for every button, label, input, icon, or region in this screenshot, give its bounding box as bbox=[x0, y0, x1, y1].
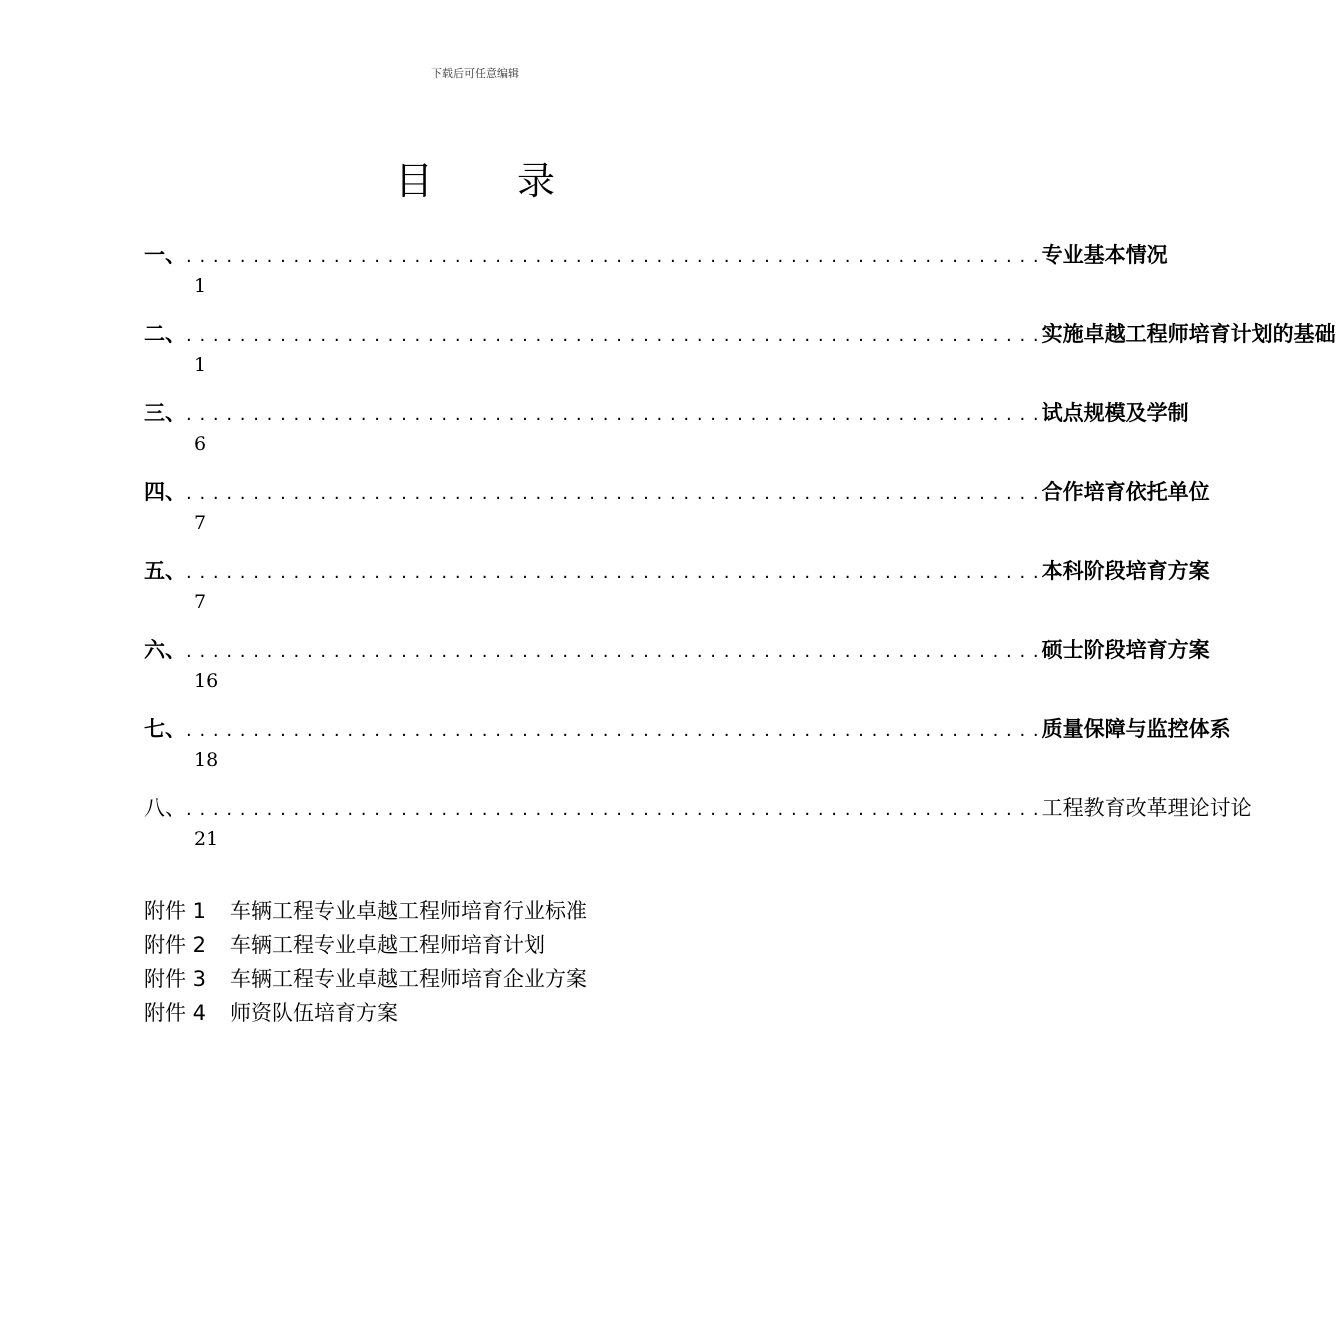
toc-entry[interactable] bbox=[144, 632, 1210, 711]
toc-page-number: 7 bbox=[194, 512, 207, 534]
toc-page-number: 1 bbox=[194, 354, 207, 376]
toc-leader-dots: . . . . . . . . . . . . . . . . . . . . . . . . . . . . . . . . . . . . . . . . . . . . . . . . . . . . . . . . . . . . . . . . bbox=[186, 245, 1040, 267]
toc-number: 七、 bbox=[144, 717, 186, 741]
toc-number: 三、 bbox=[144, 401, 186, 425]
toc-title: 合作培育依托单位 bbox=[1041, 480, 1210, 504]
toc-title: 专业基本情况 bbox=[1041, 243, 1168, 267]
attachment-label: 附件 3 bbox=[144, 967, 207, 991]
toc-page-number: 6 bbox=[194, 433, 207, 455]
toc-page-number: 21 bbox=[194, 828, 219, 850]
toc-number: 二、 bbox=[144, 322, 186, 346]
attachment-item[interactable] bbox=[144, 927, 587, 961]
toc-entry[interactable] bbox=[144, 474, 1210, 553]
toc-number: 六、 bbox=[144, 638, 186, 662]
toc-number: 五、 bbox=[144, 559, 186, 583]
attachment-title: 车辆工程专业卓越工程师培育企业方案 bbox=[230, 967, 587, 991]
toc-entry[interactable] bbox=[144, 237, 1168, 316]
page-header: 下载后可任意编辑 bbox=[431, 67, 519, 80]
table-of-contents bbox=[144, 237, 1336, 869]
toc-entry[interactable] bbox=[144, 553, 1210, 632]
toc-leader-dots: . . . . . . . . . . . . . . . . . . . . . . . . . . . . . . . . . . . . . . . . . . . . . . . . . . . . . . . . . . . . . . . . bbox=[186, 403, 1040, 425]
attachment-label: 附件 4 bbox=[144, 1001, 207, 1025]
toc-number: 八、 bbox=[144, 796, 186, 820]
toc-page-number: 16 bbox=[194, 670, 219, 692]
toc-leader-dots: . . . . . . . . . . . . . . . . . . . . . . . . . . . . . . . . . . . . . . . . . . . . . . . . . . . . . . . . . . . . . . . . bbox=[186, 719, 1040, 741]
attachment-label: 附件 2 bbox=[144, 933, 207, 957]
attachments-list bbox=[144, 893, 587, 1029]
attachment-title: 师资队伍培育方案 bbox=[230, 1001, 398, 1025]
toc-leader-dots: . . . . . . . . . . . . . . . . . . . . . . . . . . . . . . . . . . . . . . . . . . . . . . . . . . . . . . . . . . . . . . . . bbox=[186, 324, 1040, 346]
toc-number: 四、 bbox=[144, 480, 186, 504]
toc-title: 实施卓越工程师培育计划的基础 bbox=[1041, 322, 1336, 346]
toc-title: 试点规模及学制 bbox=[1041, 401, 1189, 425]
toc-title: 质量保障与监控体系 bbox=[1041, 717, 1231, 741]
toc-number: 一、 bbox=[144, 243, 186, 267]
attachment-item[interactable] bbox=[144, 893, 587, 927]
toc-page-number: 1 bbox=[194, 275, 207, 297]
toc-entry[interactable] bbox=[144, 395, 1189, 474]
toc-leader-dots: . . . . . . . . . . . . . . . . . . . . . . . . . . . . . . . . . . . . . . . . . . . . . . . . . . . . . . . . . . . . . . . . bbox=[186, 482, 1040, 504]
toc-page-number: 7 bbox=[194, 591, 207, 613]
attachment-item[interactable] bbox=[144, 961, 587, 995]
toc-title: 本科阶段培育方案 bbox=[1041, 559, 1210, 583]
attachment-label: 附件 1 bbox=[144, 899, 207, 923]
toc-page-number: 18 bbox=[194, 749, 219, 771]
toc-entry[interactable] bbox=[144, 316, 1336, 395]
toc-entry[interactable] bbox=[144, 790, 1252, 869]
page-title: 目 录 bbox=[394, 159, 592, 203]
toc-leader-dots: . . . . . . . . . . . . . . . . . . . . . . . . . . . . . . . . . . . . . . . . . . . . . . . . . . . . . . . . . . . . . . . . bbox=[186, 798, 1040, 820]
toc-leader-dots: . . . . . . . . . . . . . . . . . . . . . . . . . . . . . . . . . . . . . . . . . . . . . . . . . . . . . . . . . . . . . . . . bbox=[186, 640, 1040, 662]
attachment-item[interactable] bbox=[144, 995, 587, 1029]
toc-title: 硕士阶段培育方案 bbox=[1041, 638, 1210, 662]
toc-title: 工程教育改革理论讨论 bbox=[1041, 796, 1252, 820]
attachment-title: 车辆工程专业卓越工程师培育计划 bbox=[230, 933, 545, 957]
toc-leader-dots: . . . . . . . . . . . . . . . . . . . . . . . . . . . . . . . . . . . . . . . . . . . . . . . . . . . . . . . . . . . . . . . . bbox=[186, 561, 1040, 583]
attachment-title: 车辆工程专业卓越工程师培育行业标准 bbox=[230, 899, 587, 923]
toc-entry[interactable] bbox=[144, 711, 1231, 790]
